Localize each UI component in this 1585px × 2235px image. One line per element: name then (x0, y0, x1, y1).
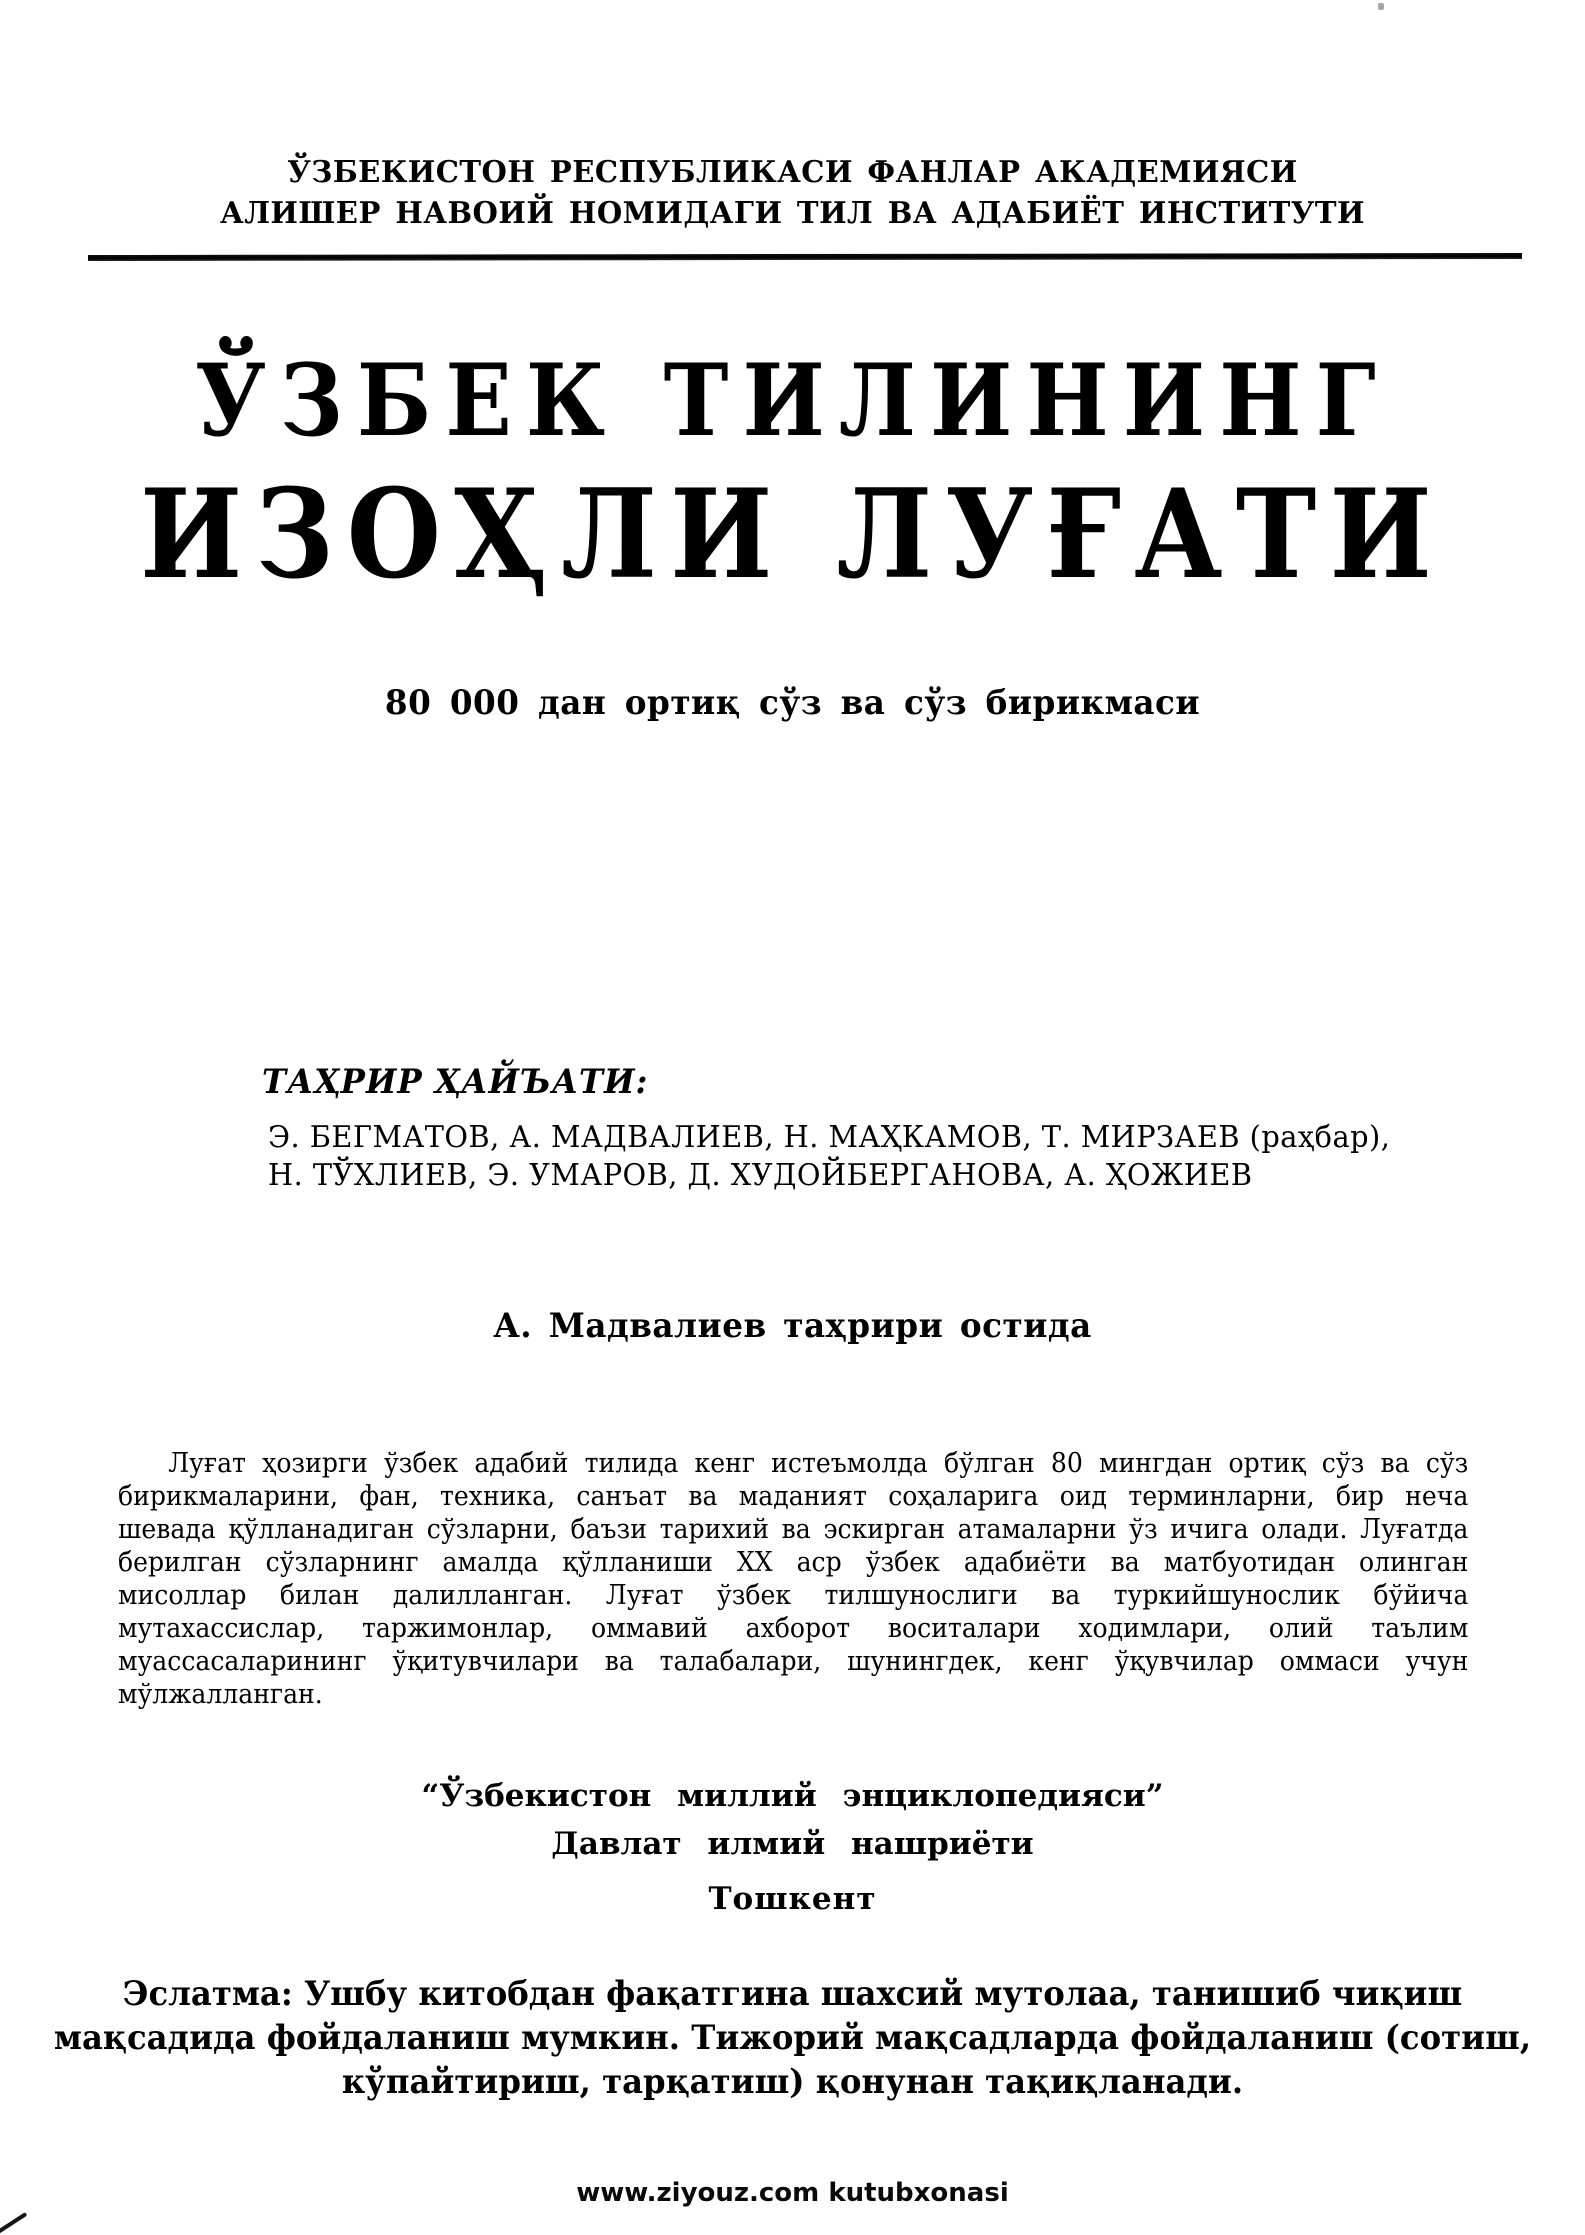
institution-line-1: ЎЗБЕКИСТОН РЕСПУБЛИКАСИ ФАНЛАР АКАДЕМИЯСИ (287, 155, 1298, 190)
usage-notice-line-2: мақсадида фойдаланиш мумкин. Тижорий мақсадларда фойдаланиш (сотиш, (53, 2018, 1532, 2058)
editorial-board-label: ТАҲРИР ҲАЙЪАТИ: (262, 1062, 649, 1102)
publisher-city: Тошкент (708, 1881, 877, 1917)
institution-header (24, 152, 1561, 234)
usage-notice (40, 1972, 1546, 2104)
scan-artifact-corner-stroke (0, 2212, 27, 2234)
editorial-names-line-1: Э. БЕГМАТОВ, А. МАДВАЛИЕВ, Н. МАҲКАМОВ, Т. МИРЗАЕВ (раҳбар), (268, 1120, 1391, 1155)
edited-by-line: А. Мадвалиев таҳрири остида (493, 1306, 1092, 1346)
abstract-paragraph: Луғат ҳозирги ўзбек адабий тилида кенг истеъмолда бўлган 80 мингдан ортиқ сўз ва сўз бирикмаларини, фан, техника, санъат ва маданият соҳаларига оид терминларни, бир неча шевада қўлланадиган сўзларни, баъзи тарихий ва эскирган атамаларни ўз ичига олади. Луғатда берилган сўзларнинг амалда қўлланиши XX аср ўзбек адабиёти ва матбуотидан олинган мисоллар билан далилланган. Луғат ўзбек тилшунослиги ва туркийшунослик бўйича мутахассислар, таржимонлар, оммавий ахборот воситалари ходимлари, олий таълим муассасаларининг ўқитувчилари ва талабалари, шунингдек, кенг ўқувчилар оммаси учун мўлжалланган. (118, 1448, 1469, 1710)
editorial-board-names (268, 1119, 1478, 1195)
header-divider-rule (88, 253, 1522, 261)
usage-notice-line-1: Эслатма: Ушбу китобдан фақатгина шахсий мутолаа, танишиб чиқиш (122, 1974, 1463, 2014)
editorial-names-line-2: Н. ТЎХЛИЕВ, Э. УМАРОВ, Д. ХУДОЙБЕРГАНОВА, А. ҲОЖИЕВ (268, 1158, 1253, 1193)
book-subtitle: 80 000 дан ортиқ сўз ва сўз бирикмаси (384, 683, 1201, 723)
usage-notice-line-3: кўпайтириш, тарқатиш) қонунан тақиқланади. (341, 2062, 1244, 2102)
publisher-type: Давлат илмий нашриёти (551, 1826, 1034, 1862)
publisher-name: “Ўзбекистон миллий энциклопедияси” (421, 1778, 1164, 1814)
scan-artifact-speck (1378, 3, 1384, 10)
publisher-block (0, 1772, 1585, 1923)
book-title-line-1: ЎЗБЕК ТИЛИНИНГ (195, 343, 1390, 459)
site-credit: www.ziyouz.com kutubxonasi (576, 2178, 1009, 2208)
institution-line-2: АЛИШЕР НАВОИЙ НОМИДАГИ ТИЛ ВА АДАБИЁТ ИНСТИТУТИ (220, 196, 1365, 231)
book-title-line-2: ИЗОҲЛИ ЛУҒАТИ (140, 463, 1445, 607)
